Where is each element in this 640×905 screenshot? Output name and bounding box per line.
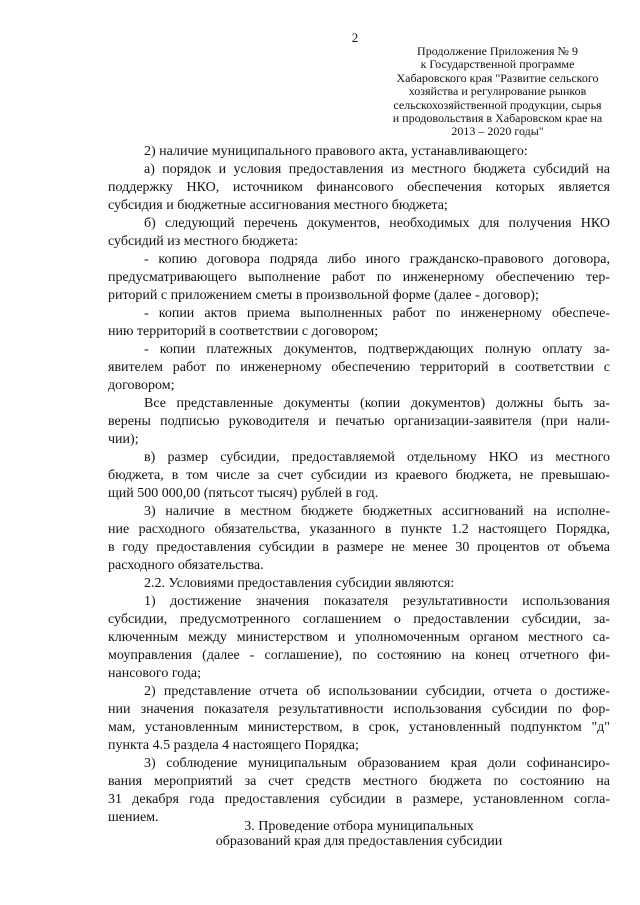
- text-line: 2.2. Условиями предоставления субсидии являются:: [144, 576, 455, 591]
- text-line: субсидий из местного бюджета:: [108, 234, 299, 249]
- page-number: 2: [351, 30, 359, 45]
- text-line: субсидии, предусмотренного соглашением о предоставлении субсидии, за-: [108, 612, 610, 627]
- text-line: 3) соблюдение муниципальным образованием края доли софинансиро-: [144, 756, 610, 771]
- text-line: вания мероприятий за счет средств местного бюджета по состоянию на: [108, 774, 610, 789]
- text-line: а) порядок и условия предоставления из местного бюджета субсидий на: [144, 162, 610, 177]
- text-line: 1) достижение значения показателя результативности использования: [144, 594, 610, 609]
- text-line: шением.: [108, 810, 159, 825]
- text-line: ние расходного обязательства, указанного в пункте 1.2 настоящего Порядка,: [108, 522, 610, 537]
- header-line: 2013 – 2020 годы": [451, 124, 544, 139]
- header-line: Хабаровского края "Развитие сельского: [396, 70, 599, 85]
- text-line: субсидия и бюджетные ассигнования местного бюджета;: [108, 198, 448, 213]
- text-line: 3) наличие в местном бюджете бюджетных ассигнований на исполне-: [144, 504, 610, 519]
- text-line: чии);: [108, 432, 139, 447]
- heading-line: образований края для предоставления субсидии: [215, 834, 503, 849]
- section-heading: [108, 819, 610, 849]
- heading-line: 3. Проведение отбора муниципальных: [244, 819, 474, 834]
- appendix-header: [375, 45, 620, 139]
- text-line: ключенным между министерством и уполномоченным органом местного са-: [108, 630, 610, 645]
- text-line: договором;: [108, 378, 175, 393]
- text-line: 2) наличие муниципального правового акта, устанавливающего:: [144, 144, 528, 159]
- text-line: - копии актов приема выполненных работ по инженерному обеспече-: [144, 306, 610, 321]
- header-line: Продолжение Приложения № 9: [417, 44, 578, 58]
- text-line: поддержку НКО, источником финансового обеспечения которых является: [108, 180, 610, 195]
- text-line: - копии платежных документов, подтверждающих полную оплату за-: [144, 342, 610, 357]
- text-line: риторий с приложением сметы в произвольной форме (далее - договор);: [108, 288, 539, 303]
- text-line: пункта 4.5 раздела 4 настоящего Порядка;: [108, 738, 359, 753]
- text-line: нии значения показателя результативности использования субсидии по фор-: [108, 702, 610, 717]
- text-line: расходного обязательства.: [108, 558, 264, 573]
- text-line: - копию договора подряда либо иного гражданско-правового договора,: [144, 252, 610, 267]
- text-line: мам, установленным министерством, в срок, установленный подпунктом "д": [108, 720, 610, 735]
- text-line: 2) представление отчета об использовании субсидии, отчета о достиже-: [144, 684, 610, 699]
- text-line: нию территорий в соответствии с договором;: [108, 324, 379, 339]
- text-line: явителем работ по инженерному обеспечению территорий в соответствии с: [108, 360, 610, 375]
- document-body: [108, 143, 610, 827]
- header-line: и продовольствия в Хабаровском крае на: [392, 111, 603, 126]
- text-line: бюджета, в том числе за счет субсидии из краевого бюджета, не превышаю-: [108, 468, 610, 483]
- text-line: в) размер субсидии, предоставляемой отдельному НКО из местного: [144, 450, 610, 465]
- text-line: нансового года;: [108, 666, 202, 681]
- text-line: в году предоставления субсидии в размере не менее 30 процентов от объема: [108, 540, 610, 555]
- text-line: б) следующий перечень документов, необходимых для получения НКО: [144, 216, 610, 231]
- header-line: хозяйства и регулирование рынков: [408, 84, 587, 99]
- text-line: моуправления (далее - соглашение), по состоянию на конец отчетного фи-: [108, 648, 610, 663]
- text-line: 31 декабря года предоставления субсидии в размере, установленном согла-: [108, 792, 610, 807]
- text-line: Все представленные документы (копии документов) должны быть за-: [144, 396, 610, 411]
- text-line: верены подписью руководителя и печатью организации-заявителя (при нали-: [108, 414, 610, 429]
- text-line: предусматривающего выполнение работ по инженерному обеспечению тер-: [108, 270, 610, 285]
- header-line: сельскохозяйственной продукции, сырья: [393, 97, 602, 112]
- text-line: щий 500 000,00 (пятьсот тысяч) рублей в год.: [108, 486, 379, 501]
- header-line: к Государственной программе: [420, 57, 575, 72]
